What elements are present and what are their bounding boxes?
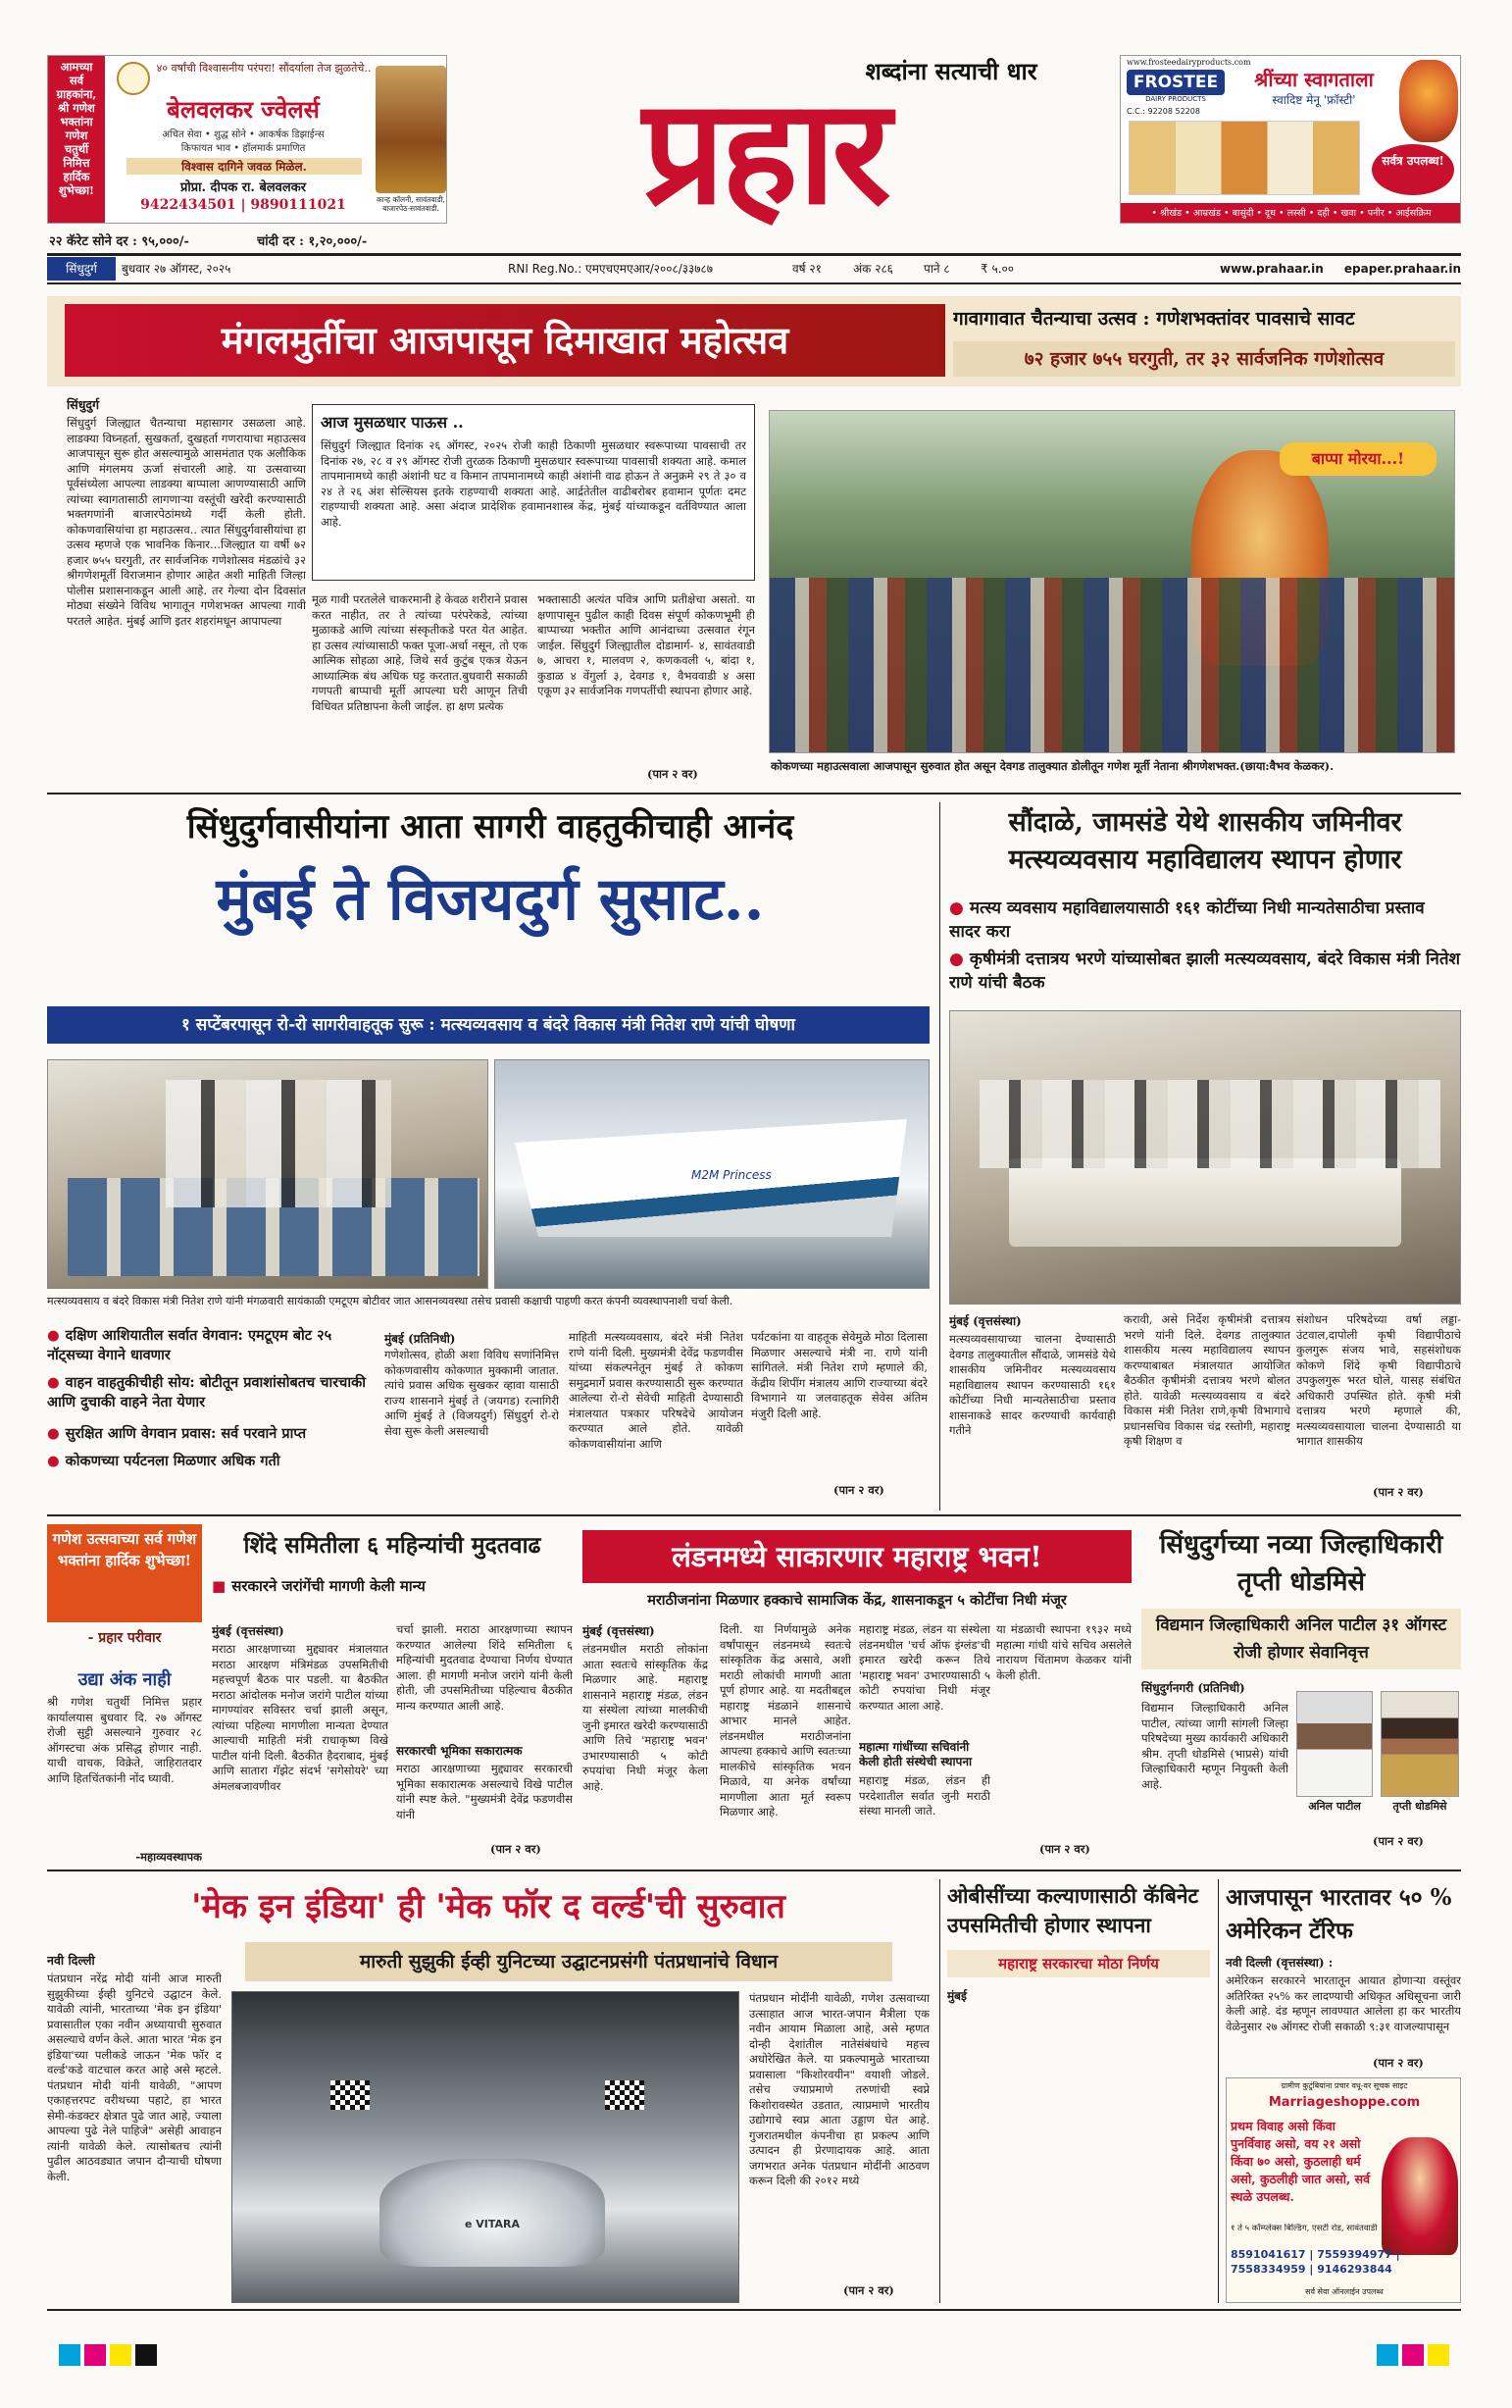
- newspaper-title: प्रहार: [642, 71, 887, 236]
- silver-rate: चांदी दर : १,२०,०००/-: [257, 234, 368, 249]
- sea-col3: पर्यटकांना या वाहतूक सेवेमुळे मोठा दिलासा मिळणार असल्याचे मंत्री ना. राणे यांनी सांगितले. मंत्री नितेश राणे म्हणाले की, केंद्रीय शिपींग मंत्रालय आणि राज्याच्या बंदरे विभागाने या जलवाहतूक सेवेस अंतिम मंजुरी दिली आहे.: [751, 1330, 928, 1420]
- flag-right: [605, 2080, 644, 2110]
- boat-interior-photo: [47, 1059, 488, 1289]
- college-bullet-2: ● कृषीमंत्री दत्तात्रय भरणे यांच्यासोबत झाली मत्स्यव्यवसाय, बंदरे विकास मंत्री नितेश राणे यांची बैठक: [949, 949, 1461, 993]
- marriage-top: ग्रामीण कुटुंबियांना प्रचार वधू-वर सूचक साइट: [1281, 2081, 1408, 2090]
- make-strap: मारुती सुझुकी ईव्ही युनिटच्या उद्घाटनप्रसंगी पंतप्रधानांचे विधान: [245, 1942, 892, 1981]
- bride-illustration: [1382, 2137, 1458, 2255]
- website-link[interactable]: www.prahaar.in: [1220, 262, 1324, 276]
- london-col3b: महाराष्ट्र मंडळ, लंडन ही परदेशातील सर्वात जुनी मराठी संस्था मानली जाते.: [859, 1773, 990, 1818]
- college-headline: सौंदाळे, जामसंडे येथे शासकीय जमिनीवर मत्स्यव्यवसाय महाविद्यालय स्थापन होणार: [1008, 807, 1402, 875]
- registration-mark-cyan-right: [1377, 2344, 1398, 2366]
- shinde-col1: मराठा आरक्षणाच्या मुद्द्यावर मंत्रालयात मराठा आरक्षण मंत्रिमंडळ उपसमितीची महत्त्वपूर्ण बैठक पार पडली. या बैठकीत मराठा आंदोलक मनोज जरांगे पाटील यांच्या मागण्यांवर सविस्तर चर्चा झाली असून, त्यांच्या पहिल्या मागणीला मान्यता देण्यात आल्याची माहिती मंत्री राधाकृष्ण विखे पाटील यांनी दिली. बैठकीत हैदराबाद, मुंबई आणि सातारा गॅझेट संदर्भ 'सगेसोयरे' च्या अंमलबजावणीवर: [212, 1642, 388, 1793]
- marriage-logo: Marriageshoppe.com: [1268, 2095, 1421, 2110]
- obc-headline: ओबीसींच्या कल्याणासाठी कॅबिनेट उपसमितीची होणार स्थापना: [947, 1883, 1199, 1937]
- sea-col2: माहिती मत्स्यव्यवसाय, बंदरे मंत्री नितेश राणे यांनी दिली. मुख्यमंत्री देवेंद्र फडणवीस यांच्या संकल्पनेतून मुंबई ते कोकण समुद्रमार्गे प्रवास करण्यासाठी सुरू करण्यात आलेल्या रो-रो सेवेची माहिती देण्यासाठी मंत्रालयात पत्रकार परिषदेचे आयोजन करण्यात आले होते. यावेळी कोकणवासीयांना आणि: [569, 1330, 743, 1451]
- jeweller-logo: [117, 62, 150, 95]
- edition-bar: [47, 257, 1461, 281]
- lead-col3: मूळ गावी परतलेले चाकरमानी हे केवळ शरीराने प्रवास करत नाहीत, तर ते त्यांच्या परंपरेकडे, त्यांच्या मुळाकडे आणि त्यांच्या संस्कृतीकडे परत येत आहेत. हा उत्सव त्यांच्यासाठी फक्त पूजा-अर्चा नसून, तो एक आत्मिक सोहळा आहे, जिथे सर्व कुटुंब एकत्र येऊन आध्यात्मिक बंध अधिक घट्ट करतात.बुधवारी सकाळी गणपती बाप्पाची मूर्ती आपल्या घरी आणून तिची विधिवत प्रतिष्ठापना केली जाईल. हा क्षण प्रत्येक: [312, 592, 528, 713]
- frostee-cc: C.C.: 92208 52208: [1127, 107, 1200, 116]
- notice-text: श्री गणेश चतुर्थी निमित्त प्रहार कार्यालयास बुधवार दि. २७ ऑगस्ट रोजी सुट्टी असल्याने गुरुवार २८ ऑगस्टचा अंक प्रसिद्ध होणार नाही. याची वाचक, विक्रेते, जाहिरातदार आणि हितचिंतकांनी नोंद घ्यावी.: [47, 1695, 202, 1785]
- frostee-ad[interactable]: [1120, 55, 1461, 224]
- date: बुधवार २७ ऑगस्ट, २०२५: [122, 262, 231, 276]
- make-col2: पंतप्रधान मोदींनी यावेळी, गणेश उत्सवाच्या उत्साहात आज भारत-जपान मैत्रीला एक नवीन आयाम मिळाला आहे, असे म्हणत दोन्ही देशांतील नातेसंबंधांचे महत्त्व अधोरेखित केले. या प्रकल्पामुळे भारताच्या प्रवासाला "किशोरवयीन" वयाशी जोडले. तसेच ज्याप्रमाणे तरुणांची स्वप्ने किशोरावस्थेत उडतात, त्याप्रमाणे भारतीय उद्योगाचे स्वप्न आता उड्डाण घेत आहे. गुजरातमधील कंपनीचा हा प्रकल्प आणि उत्पादन ही प्रेरणादायक आहे. आता जगभरात अनेक पंतप्रधान मोदींनी आठवण करून दिली की २०१२ मध्ये: [749, 1991, 930, 2187]
- photo-tag: बाप्पा मोरया...!: [1280, 442, 1436, 476]
- sea-strap: १ सप्टेंबरपासून रो-रो सागरीवाहतूक सुरू : मत्स्यव्यवसाय व बंदरे विकास मंत्री नितेश राणे यांची घोषणा: [47, 1006, 930, 1044]
- collector-headline: सिंधुदुर्गच्या नव्या जिल्हाधिकारी तृप्ती धोडमिसे: [1159, 1530, 1443, 1597]
- frostee-brand-sub: DAIRY PRODUCTS: [1145, 95, 1206, 103]
- ad-greeting: आमच्या सर्व ग्राहकांना, श्री गणेश भक्तांना गणेश चतुर्थी निमित्त हार्दिक शुभेच्छा!: [48, 56, 105, 224]
- tariff-dateline: नवी दिल्ली (वृत्तसंस्था) :: [1226, 1956, 1334, 1970]
- shinde-continue: (पान २ वर): [490, 1842, 541, 1856]
- ad-phone: 9422434501 | 9890111021: [140, 197, 346, 213]
- edition: सिंधुदुर्ग: [47, 257, 116, 281]
- frostee-site: www.frosteedairyproducts.com: [1127, 58, 1251, 67]
- lead-photo-caption: कोकणच्या महाउत्सवाला आजपासून सुरुवात होत असून देवगड तालुक्यात डोलीतून गणेश मूर्ती नेताना श्रीगणेशभक्त.(छाया:वैभव केळकर).: [771, 759, 1335, 773]
- make-dateline: नवी दिल्ली: [47, 1953, 95, 1968]
- ev-car: [379, 2159, 605, 2267]
- marriage-addr: १ ते ५ कॉम्प्लेक्स बिल्डिंग, एसटी रोड, सावंतवाडी: [1231, 2224, 1378, 2233]
- registration-mark-yellow-right: [1428, 2344, 1449, 2366]
- college-col1: मत्स्यव्यवसायाच्या चालना देण्यासाठी देवगड तालुक्यातील सौंदाळे, जामसंडे येथे शासकीय जमिनीवर मत्स्यव्यवसाय महाविद्यालय स्थापन करण्यासाठी १६१ कोटींच्या निधी मान्यतेसाठीचा प्रस्ताव शासनाकडे सादर करण्याची कार्यवाही गतीने: [949, 1332, 1116, 1437]
- london-headline: लंडनमध्ये साकारणार महाराष्ट्र भवन!: [582, 1530, 1132, 1583]
- registration-mark-cyan: [59, 2344, 80, 2366]
- minister-figures: [166, 1080, 391, 1207]
- college-bullet-1: ● मत्स्य व्यवसाय महाविद्यालयासाठी १६१ कोटींच्या निधी मान्यतेसाठीचा प्रस्ताव सादर करा: [949, 898, 1425, 942]
- frostee-sub: स्वादिष्ट मेनू 'फ्रॉस्टी': [1272, 93, 1356, 107]
- london-strap: मराठीजनांना मिळणार हक्काचे सामाजिक केंद्र, शासनाकडून ५ कोटींचा निधी मंजूर: [647, 1592, 1067, 1609]
- lead-col1: सिंधुदुर्ग जिल्ह्यात चैतन्याचा महासागर उसळला आहे. लाडक्या विघ्नहर्ता, सुखकर्ता, दुखहर्ता गणरायाचा महाउत्सव आजपासून सुरू होत असल्यामुळे आसमंतात एक अलौकिक आणि मंगलमय ऊर्जा संचारली आहे. या उत्सवाच्या पूर्वसंध्येला आपल्या लाडक्या बाप्पाला आणण्यासाठी आणि त्यांच्या स्वागतासाठी लागणाऱ्या वस्तूंची खरेदी करण्यासाठी भक्तगणांनी बाजारपेठांमध्ये गर्दी केली होती. कोकणवासियांचा हा महाउत्सव.. त्यात सिंधुदुर्गवासीयांचा हा उत्सव म्हणजे एक भावनिक किनार...जिल्ह्यात या वर्षी ७२ हजार ७५५ घरगुती, तर सार्वजनिक गणेशोत्सव मंडळांचे ३२ श्रीगणेशमूर्ती विराजमान होणार आहेत अशी माहिती जिल्हा पोलीस प्रशासनाकडून आली आहे. तर गेल्या दोन दिवसांत मोठ्या संख्येने विविध भागातून गणेशभक्त आपल्या गावी परतले आहेत. मुंबई आणि इतर शहरांमधून आपापल्या: [67, 416, 306, 628]
- ship-photo: [494, 1059, 930, 1289]
- year: वर्ष २१: [792, 262, 822, 276]
- price: ₹ ५.००: [981, 262, 1014, 276]
- registration-mark-magenta-right: [1402, 2344, 1424, 2366]
- ad-shop-name: बेलवलकर ज्वेलर्स: [167, 95, 320, 124]
- marriage-ad[interactable]: [1226, 2077, 1461, 2303]
- ad-prop: प्रोप्रा. दीपक रा. बेलवलकर: [179, 180, 307, 195]
- greeting-box: [47, 1524, 202, 1622]
- greeting-sign: - प्रहार परीवार: [87, 1630, 162, 1646]
- frostee-brand: FROSTEE: [1127, 70, 1225, 95]
- obc-dateline: मुंबई: [947, 1989, 967, 2003]
- lead-strap2: ७२ हजार ७५५ घरगुती, तर ३२ सार्वजनिक गणेशोत्सव: [953, 341, 1455, 377]
- london-col1: लंडनमधील मराठी लोकांना आता स्वतःचे सांस्कृतिक केंद्र मिळणार आहे. महाराष्ट्र शासनाने महाराष्ट्र मंडळ, लंडन या संस्थेला त्यांच्या मालकीची जुनी इमारत खरेदी करण्यासाठी आणि तिचे 'महाराष्ट्र भवन' उभारण्यासाठी ५ कोटी रुपयांचा निधी मंजूर केला आहे.: [582, 1642, 708, 1793]
- ship-label: M2M Princess: [691, 1168, 772, 1182]
- lead-strap: गावागावात चैतन्याचा उत्सव : गणेशभक्तांवर पावसाचे सावट: [953, 308, 1355, 330]
- meeting-people: [980, 1080, 1440, 1168]
- notice-sign: -महाव्यवस्थापक: [135, 1850, 202, 1864]
- collector-dateline: सिंधुदुर्गनगरी (प्रतिनिधी): [1141, 1681, 1245, 1695]
- meeting-table: [1009, 1158, 1401, 1247]
- lead-continue: (पान २ वर): [647, 767, 698, 781]
- rni: RNI Reg.No.: एमएचएमएआर/२००८/३३७८७: [508, 262, 713, 276]
- frostee-products: • श्रीखंड • आम्रखंड • बासुंदी • दूध • लस्सी • दही • खवा • पनीर • आईसक्रिम: [1121, 203, 1461, 224]
- london-col3: महाराष्ट्र मंडळ, लंडन या संस्थेला लंडनमधील 'चर्च ऑफ इंग्लंड'ची इमारत खरेदी करून तिथे 'महाराष्ट्र भवन' उभारण्यासाठी ५ कोटी रुपयांचा निधी मंजूर करण्यात आला आहे.: [859, 1622, 990, 1713]
- marriage-hours: सर्व सेवा ऑनलाईन उपलब्ध: [1305, 2287, 1384, 2296]
- london-sub: महात्मा गांधींच्या सचिवांनी केली होती संस्थेची स्थापना: [859, 1740, 973, 1768]
- ad-anniv: ४० वर्षांची विश्वासनीय परंपरा! सौंदर्याला तेज झुळतेचे..: [156, 62, 372, 75]
- lead-dateline: सिंधुदुर्ग: [67, 397, 100, 412]
- sea-headline: मुंबई ते विजयदुर्ग सुसाट..: [216, 865, 765, 934]
- lead-headline: मंगलमुर्तीचा आजपासून दिमाखात महोत्सव: [65, 304, 945, 377]
- shinde-sub2: सरकारची भूमिका सकारात्मक: [396, 1744, 523, 1758]
- notice-title: उद्या अंक नाही: [77, 1669, 172, 1690]
- issue: अंक २८६: [853, 262, 893, 276]
- sea-points: [47, 1326, 375, 1512]
- sea-point-3: ● सुरक्षित आणि वेगवान प्रवास: सर्व परवाने प्राप्त: [47, 1425, 307, 1442]
- name-anil-patil: अनिल पाटील: [1308, 1800, 1361, 1813]
- sea-col1: गणेशोत्सव, होळी अशा विविध सणांनिमित्त कोकणवासीय कोकणात मुक्कामी जातात. त्यांचे प्रवास अधिक सुखकर व्हावा यासाठी राज्य शासनाने मुंबई ते (जयगड) रत्नागिरी आणि मुंबई ते (विजयदुर्ग) सिंधुदुर्ग रो-रो सेवा सुरू केली असल्याची: [384, 1348, 559, 1438]
- anil-patil-photo: [1296, 1691, 1373, 1797]
- ganesh-illustration: [1399, 60, 1458, 142]
- name-trupti-dhodmise: तृप्ती धोडमिसे: [1392, 1800, 1447, 1813]
- shinde-col2: चर्चा झाली. मराठा आरक्षणाच्या स्थापन करण्यात आलेल्या शिंदे समितीला ६ महिन्यांची मुदतवाढ देण्याचा निर्णय घेण्यात आला. ही मागणी मनोज जरांगे यांनी केली होती, जी उपसमितीच्या पहिल्याच बैठकीत मान्य करण्यात आली आहे.: [396, 1622, 573, 1713]
- gold-rate: २२ कॅरेट सोने दर : ९५,०००/-: [49, 234, 189, 249]
- rain-box: [312, 404, 755, 581]
- rain-box-title: आज मुसळधार पाऊस ..: [321, 413, 464, 432]
- london-col2: दिली. या निर्णयामुळे अनेक वर्षांपासून लंडनमध्ये स्वतःचे सांस्कृतिक केंद्र असावे, अशी मराठी लोकांची मागणी आता पूर्ण होणार आहे. या मदतीबद्दल महाराष्ट्र मंडळाने शासनाचे आभार मानले आहेत. लंडनमधील मराठीजनांना आपल्या हक्काचे आणि स्वतःच्या मालकीचे सांस्कृतिक भवन मिळावे, या अनेक वर्षांच्या मागणीला आता मूर्त स्वरूप मिळणार आहे.: [720, 1622, 851, 1819]
- ad-addr: कान्ह कॉलनी, सावंतवाडी, बाजारपेठ-सावंतवाडी.: [377, 195, 445, 213]
- sea-point-4: ● कोकणच्या पर्यटनला मिळणार अधिक गती: [47, 1453, 280, 1469]
- college-dateline: मुंबई (वृत्तसंस्था): [949, 1314, 1022, 1328]
- tagline: शब्दांना सत्याची धार: [865, 57, 1037, 85]
- procession-crowd: [770, 578, 1455, 753]
- sea-dateline: मुंबई (प्रतिनिधी): [384, 1332, 456, 1346]
- sea-photo-caption: मत्स्यव्यवसाय व बंदरे विकास मंत्री नितेश राणे यांनी मंगळवारी सायंकाळी एमटूएम बोटीवर जात आसनव्यवस्था तसेच प्रवासी कक्षाची पाहणी करत कंपनी व्यवस्थापनाशी चर्चा केली.: [47, 1295, 733, 1307]
- make-headline: 'मेक इन इंडिया' ही 'मेक फॉर द वर्ल्ड'ची सुरुवात: [191, 1887, 785, 1926]
- shinde-col2b: मराठा आरक्षणाच्या मुद्द्यावर सरकारची भूमिका सकारात्मक असल्याचे विखे पाटील यांनी स्पष्ट केले. "मुख्यमंत्री देवेंद्र फडणवीस यांनी: [396, 1762, 573, 1821]
- london-col4: या मंडळाची स्थापना १९३२ मध्ये महात्मा गांधी यांचे सचिव असलेले नारायण चिंतामण केळकर यांनी केली होती.: [996, 1622, 1132, 1682]
- marriage-phones: 8591041617 | 7559394977 | 7558334959 | 9146293844: [1231, 2248, 1400, 2276]
- marriage-text: प्रथम विवाह असो किंवा पुनर्विवाह असो, वय २१ असो किंवा ७० असो, कुठलाही धर्म असो, कुठलीही जात असो, सर्व स्थळे उपलब्ध.: [1231, 2119, 1371, 2204]
- pages: पाने ८: [924, 262, 950, 276]
- trupti-dhodmise-photo: [1381, 1691, 1459, 1797]
- ad-line2: किफायत भाव • हॉलमार्क प्रमाणित: [180, 143, 306, 154]
- tariff-headline: आजपासून भारतावर ५० % अमेरिकन टॅरिफ: [1226, 1884, 1452, 1944]
- lead-headline-band: [47, 296, 1461, 386]
- ev-car-label: e VITARA: [464, 2218, 521, 2230]
- collector-strap: विद्यमान जिल्हाधिकारी अनिल पाटील ३१ ऑगस्ट रोजी होणार सेवानिवृत्त: [1141, 1609, 1461, 1669]
- model-photo: [376, 66, 446, 193]
- flag-left: [330, 2080, 370, 2110]
- ganesh-procession-photo: [769, 410, 1455, 753]
- college-col2: करावी, असे निर्देश कृषीमंत्री दत्तात्रय भरणे यांनी दिले. देवगड तालुक्यात शासकीय मत्स्य महाविद्यालय स्थापन करण्याबाबत मंत्रालयात आयोजित बैठकीत कृषीमंत्री दत्तात्रय भरणे बोलत होते. यावेळी मत्स्यव्यवसाय व बंदरे विकास मंत्री नितेश राणे,कृषी विभागाचे प्रधानसचिव विकास चंद्र रस्तोगी, महाराष्ट्र कृषी शिक्षण व: [1124, 1312, 1290, 1448]
- registration-mark-black: [135, 2344, 157, 2366]
- sea-continue: (पान २ वर): [833, 1483, 884, 1497]
- college-col3: संशोधन परिषदेच्या वर्षा लड्डा-उंटवाल,दापोली कृषी विद्यापीठाचे कुलगुरू संजय भावे, सहसंशोधक कोकणे शिंदे कृषी विद्यापीठाचे उपकुलगुरू भरत घोले, यासह संबंधित अधिकारी उपस्थित होते. कृषी मंत्री दत्तात्रय भरणे म्हणाले की, मत्स्यव्यवसायाला चालना देण्यासाठी या भागात शासकीय: [1296, 1312, 1461, 1448]
- london-dateline: मुंबई (वृत्तसंस्था): [582, 1624, 655, 1638]
- lead-col4: भक्तासाठी अत्यंत पवित्र आणि प्रतीक्षेचा असतो. या क्षणापासून पुढील काही दिवस संपूर्ण कोकणभूमी ही बाप्पाच्या भक्तीत आणि आनंदाच्या उत्सवात रंगून जाईल. सिंधुदुर्ग जिल्ह्यातील दोडामार्ग- ४, सावंतवाडी ७, आचरा १, मालवण २, कणकवली ५, बांदा १, कुडाळ ४ वेंगुर्ला ३, देवगड १, वैभववाडी ४ असा एकूण ३२ सार्वजनिक गणपतींची स्थापना होणार आहे.: [537, 592, 755, 697]
- collector-continue: (पान २ वर): [1373, 1834, 1424, 1848]
- obc-strap: महाराष्ट्र सरकारचा मोठा निर्णय: [947, 1950, 1210, 1977]
- belwalkar-ad[interactable]: [47, 55, 447, 224]
- greeting-text: गणेश उत्सवाच्या सर्व गणेश भक्तांना हार्दिक शुभेच्छा!: [52, 1530, 197, 1569]
- epaper-link[interactable]: epaper.prahaar.in: [1343, 262, 1461, 276]
- sea-kicker: सिंधुदुर्गवासीयांना आता सागरी वाहतुकीचाही आनंद: [186, 807, 794, 846]
- frostee-headline: श्रींच्या स्वागताला: [1254, 68, 1374, 91]
- shinde-headline: शिंदे समितीला ६ महिन्यांची मुदतवाढ: [243, 1532, 541, 1559]
- collector-col1: विद्यमान जिल्हाधिकारी अनिल पाटील, त्यांच्या जागी सांगली जिल्हा परिषदेच्या मुख्य कार्यकारी अधिकारी श्रीम. तृप्ती धोडमिसे (भाप्रसे) यांची जिल्हाधिकारी म्हणून नियुक्ती केली आहे.: [1141, 1701, 1288, 1791]
- london-continue: (पान २ वर): [1039, 1842, 1090, 1856]
- shinde-sub: ■ सरकारने जरांगेंची मागणी केली मान्य: [212, 1577, 426, 1595]
- ad-line1: अचित सेवा • शुद्ध सोने • आकर्षक डिझाईन्स: [162, 129, 325, 140]
- tariff-continue: (पान २ वर): [1373, 2056, 1424, 2070]
- sea-point-1: ● दक्षिण आशियातील सर्वात वेगवान: एमटूएम बोट २५ नॉट्सच्या वेगाने धावणार: [47, 1327, 332, 1363]
- sea-point-2: ● वाहन वाहतुकीचीही सोय: बोटीतून प्रवाशांसोबतच चारचाकी आणि दुचाकी वाहने नेता येणार: [47, 1374, 367, 1410]
- registration-mark-magenta: [84, 2344, 106, 2366]
- ev-launch-photo: [231, 1991, 739, 2303]
- rain-box-text: सिंधुदुर्ग जिल्ह्यात दिनांक २६ ऑगस्ट, २०२५ रोजी काही ठिकाणी मुसळधार स्वरूपाच्या पावसाची तर दिनांक २७, २८ व २९ ऑगस्ट रोजी तुरळक ठिकाणी मुसळधार स्वरूपाच्या पावसाची शक्यता आहे. कमाल तापमानामध्ये काही अंशांनी घट व किमान तापमानामध्ये काही अंशांनी वाढ होऊन ते अनुक्रमे २९ ते ३० व २४ ते २६ अंश सेल्सियस इतके राहण्याची शक्यता आहे. आर्द्रतेतील वाढीबरोबर हवामान पूर्णतः दमट राहण्याची शक्यता आहे. असा अंदाज प्रादेशिक हवामानशास्त्र केंद्र, मुंबई यांच्याकडून वर्तविण्यात आला आहे.: [321, 438, 746, 529]
- registration-mark-yellow: [110, 2344, 131, 2366]
- obc-text: [947, 2005, 1210, 2299]
- product-images: [1129, 121, 1360, 195]
- ad-line3: विश्वास दागिने जवळ मिळेल.: [126, 158, 362, 175]
- make-continue: (पान २ वर): [843, 2283, 894, 2297]
- shinde-dateline: मुंबई (वृत्तसंस्था): [212, 1624, 284, 1638]
- masthead: [0, 0, 1512, 294]
- make-col1: पंतप्रधान नरेंद्र मोदी यांनी आज मारुती सुझुकीच्या ईव्ही युनिटचे उद्घाटन केले. यावेळी त्यांनी, भारताच्या 'मेक इन इंडिया' प्रवासातील एका नवीन अध्यायाची सुरुवात असल्याचे वर्णन केले. आता भारत 'मेक इन इंडिया'च्या पलीकडे जाऊन 'मेक फॉर द वर्ल्ड'कडे वाटचाल करत आहे असे म्हटले. पंतप्रधान मोदी यांनी यावेळी, "आपण एकाहत्तरपट वरीथच्या पहाटे, हा भारत सेमी-कंडक्टर क्षेत्रात पुढे जात आहे, ज्याला आपल्या पुढे नेले पाहिजे" असेही आवाहन त्यांनी यावेळी केले. त्यासोबतच त्यांनी पुढील आठवड्यात जपान दौऱ्याची घोषणा केली.: [47, 1972, 222, 2183]
- college-continue: (पान २ वर): [1373, 1485, 1424, 1499]
- frostee-badge: सर्वत्र उपलब्ध!: [1372, 144, 1454, 195]
- meeting-photo: [949, 1010, 1461, 1305]
- tariff-text: अमेरिकन सरकारने भारतातून आयात होणाऱ्या वस्तूंवर अतिरिक्त २५% कर लादण्याची अधिकृत अधिसूचना जारी केली आहे. दंड म्हणून लावण्यात आलेला हा कर भारतीय वेळेनुसार २७ ऑगस्ट रोजी सकाळी ९:३१ वाजल्यापासून: [1226, 1973, 1461, 2033]
